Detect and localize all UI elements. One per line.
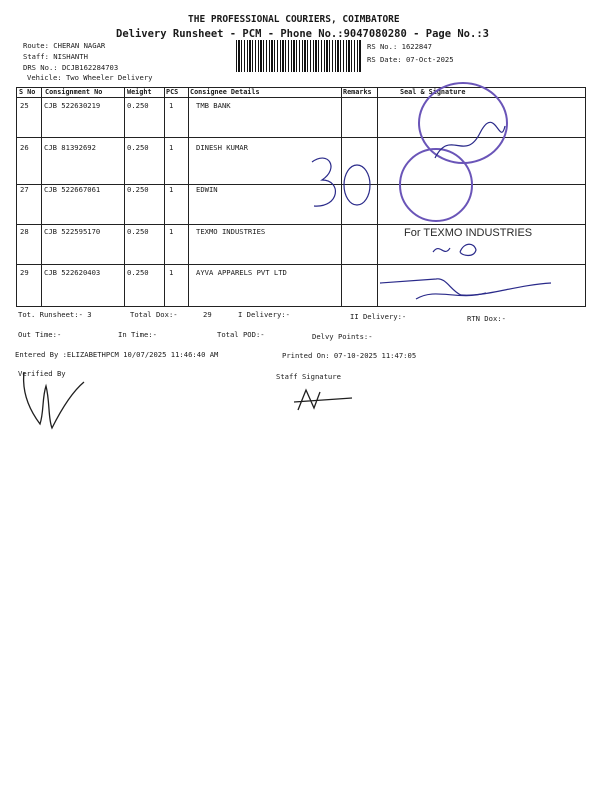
header-seal: Seal & Signature	[400, 88, 466, 96]
vehicle-label: Vehicle: Two Wheeler Delivery	[27, 73, 153, 82]
header-remarks: Remarks	[343, 88, 372, 96]
cell-pcs: 1	[169, 268, 174, 277]
total-pod: Total POD:-	[217, 330, 265, 339]
header-weight: Weight	[127, 88, 152, 96]
cell-consignment: CJB 522667061	[44, 185, 101, 194]
signature-row-29	[376, 273, 556, 307]
company-title: THE PROFESSIONAL COURIERS, COIMBATORE	[188, 14, 400, 25]
texmo-stamp: For TEXMO INDUSTRIES	[404, 227, 533, 239]
out-time: Out Time:-	[18, 330, 62, 339]
cell-sno: 27	[20, 185, 29, 194]
total-dox-label: Total Dox:-	[130, 310, 178, 319]
cell-consignment: CJB 81392692	[44, 143, 96, 152]
header-pcs: PCS	[166, 88, 179, 96]
verified-by-signature	[18, 368, 88, 432]
total-dox-value: 29	[203, 310, 212, 319]
cell-weight: 0.250	[127, 101, 149, 110]
header-consignment: Consignment No	[45, 88, 103, 96]
cell-weight: 0.250	[127, 268, 149, 277]
rs-date: RS Date: 07-Oct-2025	[367, 55, 454, 64]
cell-weight: 0.250	[127, 143, 149, 152]
cell-consignee: DINESH KUMAR	[196, 143, 248, 152]
cell-sno: 25	[20, 101, 29, 110]
barcode	[236, 40, 362, 72]
cell-sno: 29	[20, 268, 29, 277]
cell-weight: 0.250	[127, 185, 149, 194]
i-delivery: I Delivery:-	[238, 310, 290, 319]
cell-pcs: 1	[169, 227, 174, 236]
ii-delivery: II Delivery:-	[350, 312, 407, 321]
header-sno: S No	[19, 88, 36, 96]
runsheet-subtitle: Delivery Runsheet - PCM - Phone No.:9047080280 - Page No.:3	[116, 28, 489, 40]
staff-label: Staff: NISHANTH	[23, 52, 88, 61]
cell-consignee: TMB BANK	[196, 101, 231, 110]
rtn-dox: RTN Dox:-	[467, 314, 506, 323]
cell-pcs: 1	[169, 185, 174, 194]
entered-by: Entered By :ELIZABETHPCM 10/07/2025 11:46:40 AM	[15, 350, 219, 359]
in-time: In Time:-	[118, 330, 157, 339]
staff-signature-mark	[292, 386, 356, 414]
staff-signature-label: Staff Signature	[276, 372, 341, 381]
cell-consignee: TEXMO INDUSTRIES	[196, 227, 266, 236]
route-label: Route: CHERAN NAGAR	[23, 41, 106, 50]
signature-row-25	[430, 118, 510, 168]
cell-consignment: CJB 522620403	[44, 268, 101, 277]
cell-consignment: CJB 522630219	[44, 101, 101, 110]
verified-by-label: Verified By	[18, 369, 66, 378]
drs-number: DRS No.: DCJB162284703	[23, 63, 119, 72]
printed-on: Printed On: 07-10-2025 11:47:05	[282, 351, 417, 360]
handwritten-count-text	[0, 0, 1, 1]
handwritten-count	[300, 150, 380, 220]
cell-consignee: AYVA APPARELS PVT LTD	[196, 268, 287, 277]
header-consignee: Consignee Details	[190, 88, 260, 96]
cell-sno: 28	[20, 227, 29, 236]
cell-consignment: CJB 522595170	[44, 227, 101, 236]
cell-pcs: 1	[169, 101, 174, 110]
cell-sno: 26	[20, 143, 29, 152]
rs-number: RS No.: 1622847	[367, 42, 432, 51]
delvy-points: Delvy Points:-	[312, 332, 373, 341]
signature-row-28	[430, 240, 490, 260]
cell-weight: 0.250	[127, 227, 149, 236]
cell-consignee: EDWIN	[196, 185, 218, 194]
cell-pcs: 1	[169, 143, 174, 152]
total-runsheet: Tot. Runsheet:- 3	[18, 310, 92, 319]
